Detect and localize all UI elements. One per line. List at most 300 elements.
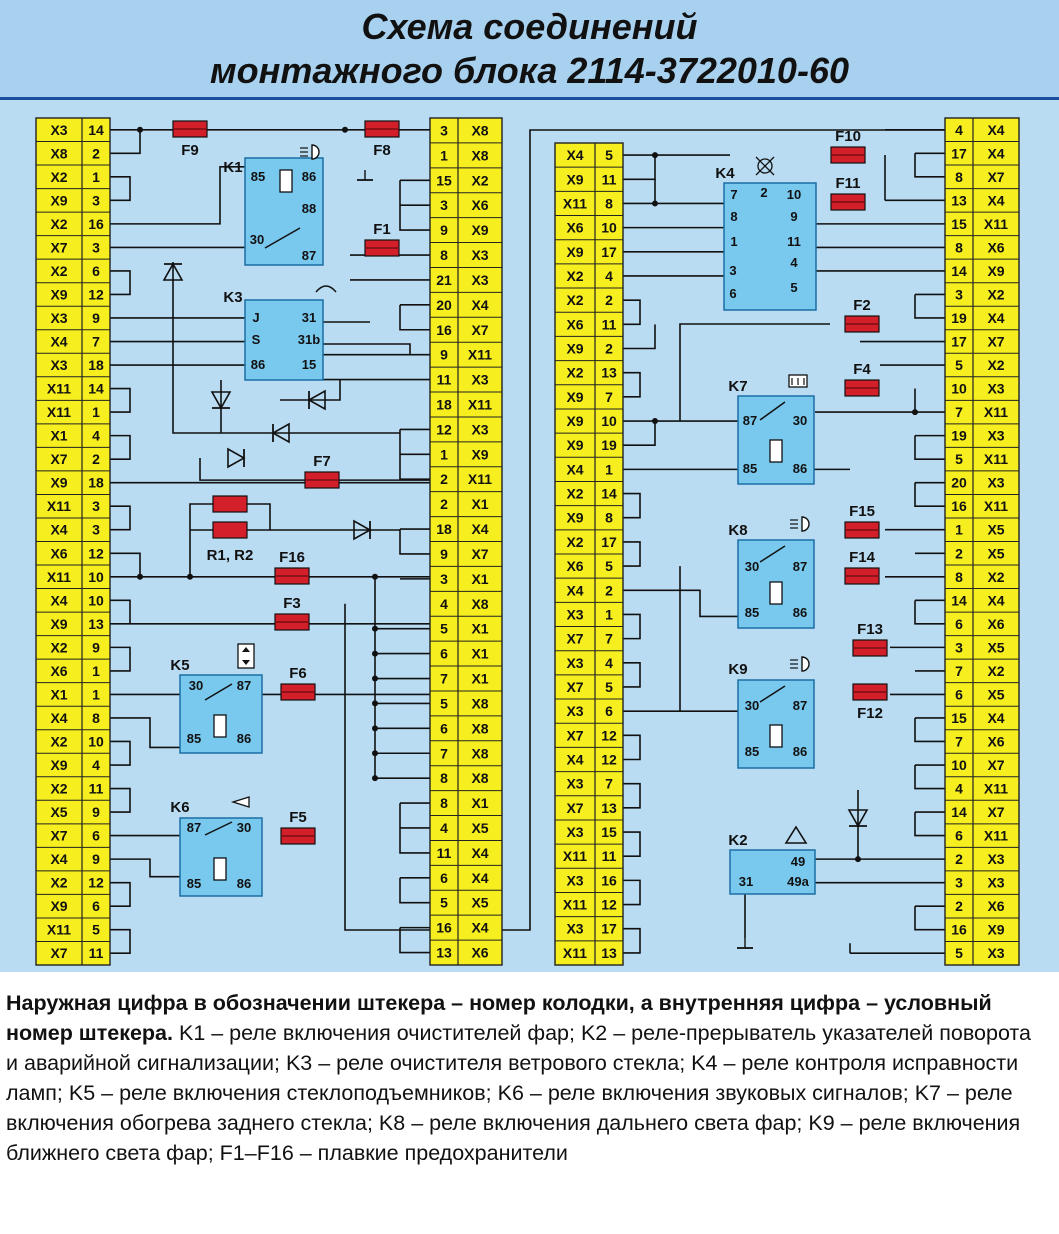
- wire-junction: [342, 127, 348, 133]
- connector-cell-b: 13: [88, 615, 104, 632]
- relay-pin-30: 30: [744, 559, 760, 574]
- relay-coil: [214, 858, 226, 880]
- relay-pin-31: 31: [738, 874, 754, 889]
- fuse-f8: [365, 121, 399, 159]
- connector-cell-b: 11: [601, 848, 617, 865]
- wire: [915, 294, 945, 318]
- connector-cell-a: X2: [566, 292, 584, 309]
- connector-cell-b: X3: [471, 371, 489, 388]
- connector-cell-b: X4: [471, 296, 489, 313]
- connector-cell-b: X6: [471, 944, 489, 961]
- caption-text: K1 – реле включения очистителей фар; K2 – реле-прерыватель указателей поворота и аварийной сигнализации; K3 – реле очистителя ветрового стекла; K4 – реле контроля исправности ламп; K5 – реле включения стеклоподъемников; K6 – реле включения звуковых сигналов; K7 – реле включения обогрева заднего стекла; K8 – реле включения дальнего света фар; K9 – реле включения ближнего света фар; F1–F16 – плавкие предохранители: [6, 1021, 1031, 1165]
- relay-label: K8: [728, 522, 748, 539]
- fuse-label: F7: [313, 453, 331, 470]
- connector-cell-a: X5: [50, 804, 68, 821]
- wire: [623, 663, 640, 687]
- relay-pin-87: 87: [792, 698, 808, 713]
- connector-cell-b: X6: [987, 615, 1005, 632]
- connector-cell-b: X5: [471, 894, 489, 911]
- connector-cell-b: 10: [601, 219, 617, 236]
- connector-cell-b: 4: [92, 757, 100, 774]
- connector-cell-b: X6: [987, 733, 1005, 750]
- wire: [915, 765, 945, 789]
- connector-cell-b: 9: [92, 309, 100, 326]
- connector-cell-b: 2: [605, 340, 613, 357]
- connector-cell-a: 11: [436, 371, 452, 388]
- connector-cell-b: X4: [987, 309, 1005, 326]
- connector-cell-b: X11: [467, 396, 493, 413]
- connector-cell-b: 12: [601, 896, 617, 913]
- connector-cell-b: X2: [471, 172, 489, 189]
- relay-pin-6: 6: [729, 286, 737, 301]
- connector-cell-a: X1: [50, 686, 68, 703]
- connector-cell-a: 7: [955, 662, 963, 679]
- relay-pin-87: 87: [742, 413, 758, 428]
- page-title-line-2: монтажного блока 2114-3722010-60: [210, 50, 849, 91]
- connector-cell-b: X4: [471, 919, 489, 936]
- connector-column-right_inner: [555, 143, 623, 965]
- relay-label: K7: [728, 378, 748, 395]
- relay-pin-85: 85: [744, 744, 760, 759]
- connector-cell-b: 1: [92, 662, 100, 679]
- connector-cell-a: X4: [50, 592, 68, 609]
- fuse-label: F10: [835, 128, 861, 145]
- connector-cell-b: 13: [601, 364, 617, 381]
- connector-cell-a: 6: [440, 869, 448, 886]
- connector-cell-b: X2: [987, 357, 1005, 374]
- high-beam-icon: [790, 517, 809, 531]
- connector-cell-a: X9: [566, 413, 584, 430]
- fuse-label: F1: [373, 221, 391, 238]
- connector-cell-a: 1: [955, 521, 963, 538]
- relay-pin-85: 85: [186, 731, 202, 746]
- connector-cell-a: X3: [566, 703, 584, 720]
- relay-pin-87: 87: [792, 559, 808, 574]
- connector-cell-a: X4: [50, 851, 68, 868]
- connector-cell-b: X3: [987, 427, 1005, 444]
- connector-column-left_outer: [36, 118, 110, 965]
- connector-cell-b: X3: [987, 380, 1005, 397]
- lamp-check-icon: [756, 157, 774, 175]
- fuse-f10: [831, 128, 865, 163]
- connector-cell-a: X3: [566, 654, 584, 671]
- fuse-label: F14: [849, 549, 875, 566]
- connector-cell-b: 16: [601, 872, 617, 889]
- connector-cell-b: X8: [471, 595, 489, 612]
- connector-cell-a: 15: [436, 172, 452, 189]
- connector-cell-a: 3: [440, 570, 448, 587]
- icon-shape: [312, 145, 319, 159]
- connector-cell-a: X11: [46, 380, 72, 397]
- connector-cell-b: 9: [92, 639, 100, 656]
- connector-cell-a: 7: [440, 670, 448, 687]
- relay-pin-31b: 31b: [297, 332, 321, 347]
- fuse-label: F13: [857, 621, 883, 638]
- wire: [915, 718, 945, 742]
- relay-label: K3: [223, 289, 243, 306]
- connector-cell-b: X9: [471, 222, 489, 239]
- relay-pin-86: 86: [301, 169, 317, 184]
- caption-bold: Наружная цифра в обозначении штекера – номер колодки, а внутренняя цифра – условный номер штекера.: [6, 991, 992, 1045]
- connector-cell-a: X1: [50, 427, 68, 444]
- relay-pin-49: 49: [790, 854, 806, 869]
- connector-cell-a: X7: [50, 945, 68, 962]
- connector-cell-b: 10: [88, 592, 104, 609]
- wire: [110, 883, 130, 907]
- icon-shape: [316, 286, 336, 292]
- connector-cell-a: 15: [951, 709, 967, 726]
- fuse-f15: [845, 503, 879, 538]
- connector-cell-a: 4: [955, 780, 963, 797]
- connector-cell-b: X8: [471, 745, 489, 762]
- wire: [623, 542, 640, 566]
- horn-icon: [233, 797, 249, 807]
- fuse-label: F16: [279, 549, 305, 566]
- connector-cell-a: 10: [951, 380, 967, 397]
- relay-pin-15: 15: [301, 357, 317, 372]
- connector-cell-a: X11: [562, 944, 588, 961]
- connector-cell-b: X5: [987, 686, 1005, 703]
- relay-pin-86: 86: [792, 744, 808, 759]
- relay-pin-30: 30: [792, 413, 808, 428]
- wire: [110, 389, 130, 413]
- connector-cell-a: 5: [440, 620, 448, 637]
- connector-cell-b: X4: [987, 592, 1005, 609]
- wire: [400, 878, 430, 903]
- connector-cell-a: X7: [50, 239, 68, 256]
- connector-cell-a: X9: [50, 286, 68, 303]
- wire: [110, 553, 140, 577]
- connector-cell-a: X7: [566, 678, 584, 695]
- wire: [110, 600, 130, 624]
- wire: [623, 784, 640, 808]
- connector-cell-a: 5: [440, 894, 448, 911]
- icon-shape: [786, 827, 806, 843]
- connector-cell-a: 4: [955, 121, 963, 138]
- wire: [110, 436, 130, 460]
- connector-cell-a: X11: [562, 848, 588, 865]
- connector-cell-b: 14: [601, 485, 617, 502]
- connector-cell-b: 13: [601, 944, 617, 961]
- connector-cell-b: X5: [471, 819, 489, 836]
- wire: [110, 859, 185, 877]
- relay-k6: [170, 799, 262, 896]
- connector-cell-b: X4: [987, 192, 1005, 209]
- connector-cell-b: 5: [605, 678, 613, 695]
- connector-cell-b: 5: [605, 147, 613, 164]
- connector-cell-a: X9: [50, 898, 68, 915]
- connector-cell-a: X9: [50, 474, 68, 491]
- relay-coil: [770, 582, 782, 604]
- connector-cell-a: 12: [436, 421, 452, 438]
- wire: [110, 647, 130, 671]
- connector-cell-b: 11: [88, 945, 104, 962]
- relay-pin-85: 85: [250, 169, 266, 184]
- connector-cell-a: 19: [951, 427, 967, 444]
- wire: [280, 380, 340, 400]
- connector-cell-b: 1: [605, 461, 613, 478]
- connector-cell-b: X3: [987, 945, 1005, 962]
- connector-cell-a: X2: [50, 262, 68, 279]
- relay-coil: [770, 725, 782, 747]
- connector-cell-b: 4: [605, 654, 613, 671]
- diode-5: [228, 449, 244, 467]
- connector-cell-a: 6: [440, 720, 448, 737]
- connector-cell-b: X11: [467, 471, 493, 488]
- relay-pin-1: 1: [730, 234, 738, 249]
- connector-cell-b: X4: [987, 121, 1005, 138]
- connector-cell-a: X2: [566, 267, 584, 284]
- connector-cell-a: 6: [955, 686, 963, 703]
- wire: [623, 155, 655, 179]
- connector-cell-b: X5: [987, 639, 1005, 656]
- connector-cell-a: 6: [955, 827, 963, 844]
- connector-cell-b: 12: [88, 545, 104, 562]
- connector-cell-a: 3: [440, 122, 448, 139]
- connector-cell-a: 14: [951, 592, 967, 609]
- connector-cell-a: 4: [440, 819, 448, 836]
- relay-pin-4: 4: [790, 255, 798, 270]
- connector-cell-b: X1: [471, 645, 489, 662]
- connector-cell-b: X1: [471, 670, 489, 687]
- connector-cell-a: X2: [50, 168, 68, 185]
- resistor-r1: [213, 496, 247, 512]
- connector-cell-a: X2: [50, 215, 68, 232]
- window-lift-icon: [238, 644, 254, 668]
- resistor-label: R1, R2: [206, 547, 254, 564]
- connector-cell-b: 1: [92, 168, 100, 185]
- connector-cell-a: 10: [951, 757, 967, 774]
- connector-cell-a: X6: [566, 219, 584, 236]
- connector-cell-b: 2: [605, 292, 613, 309]
- connector-cell-a: 17: [951, 145, 967, 162]
- connector-cell-b: X2: [987, 568, 1005, 585]
- connector-cell-a: 18: [436, 396, 452, 413]
- connector-cell-b: X7: [987, 333, 1005, 350]
- relay-pin-31: 31: [301, 310, 317, 325]
- relay-k4: [715, 165, 816, 310]
- relay-pin-7: 7: [730, 187, 738, 202]
- connector-cell-b: 14: [88, 121, 104, 138]
- connector-cell-b: 5: [92, 921, 100, 938]
- connector-cell-b: 1: [92, 404, 100, 421]
- connector-cell-a: X6: [566, 558, 584, 575]
- connector-cell-a: 18: [436, 521, 452, 538]
- connector-cell-a: 3: [955, 286, 963, 303]
- connector-cell-a: 2: [440, 496, 448, 513]
- connector-cell-b: X9: [987, 262, 1005, 279]
- connector-cell-a: X4: [566, 147, 584, 164]
- relay-coil: [214, 715, 226, 737]
- connector-cell-a: X6: [566, 316, 584, 333]
- fuse-f6: [281, 665, 315, 700]
- connector-cell-a: X3: [50, 121, 68, 138]
- connector-cell-b: X7: [471, 321, 489, 338]
- connector-cell-b: 3: [92, 521, 100, 538]
- fuse-f2: [845, 297, 879, 332]
- connector-cell-a: X3: [566, 606, 584, 623]
- connector-cell-a: X11: [46, 404, 72, 421]
- connector-cell-b: 4: [605, 267, 613, 284]
- connector-cell-a: X2: [50, 780, 68, 797]
- relay-label: K4: [715, 165, 735, 182]
- connector-cell-a: 1: [440, 147, 448, 164]
- caption: [0, 972, 1059, 1234]
- connector-cell-a: X9: [566, 388, 584, 405]
- relay-k9: [728, 661, 814, 768]
- wire: [400, 529, 430, 554]
- wire: [623, 590, 740, 616]
- connector-cell-b: 2: [605, 582, 613, 599]
- connector-cell-a: X4: [50, 333, 68, 350]
- connector-cell-b: 8: [605, 195, 613, 212]
- connector-cell-a: X2: [566, 364, 584, 381]
- connector-cell-b: 11: [88, 780, 104, 797]
- connector-cell-a: X3: [566, 872, 584, 889]
- connector-cell-b: 7: [605, 775, 613, 792]
- relay-pin-8: 8: [730, 209, 738, 224]
- connector-cell-b: X11: [983, 451, 1009, 468]
- connector-cell-a: X6: [50, 662, 68, 679]
- relay-pin-85: 85: [742, 461, 758, 476]
- connector-cell-a: 9: [440, 545, 448, 562]
- connector-cell-a: X11: [46, 921, 72, 938]
- fuse-f1: [365, 221, 399, 256]
- connector-cell-a: 7: [955, 404, 963, 421]
- connector-cell-b: 6: [92, 898, 100, 915]
- connector-cell-a: 9: [440, 346, 448, 363]
- connector-cell-b: X1: [471, 570, 489, 587]
- fuse-f5: [281, 809, 315, 844]
- connector-cell-a: 4: [440, 595, 448, 612]
- wire: [623, 300, 640, 324]
- connector-cell-b: X1: [471, 620, 489, 637]
- connector-cell-b: 6: [605, 703, 613, 720]
- page-title-line-1: Схема соединений: [361, 6, 698, 47]
- relay-pin-J: J: [252, 310, 260, 325]
- connector-cell-b: X9: [987, 921, 1005, 938]
- relay-label: K5: [170, 657, 190, 674]
- relay-pin-86: 86: [236, 731, 252, 746]
- connector-cell-b: X2: [987, 662, 1005, 679]
- fuse-f12: [853, 684, 887, 722]
- wire: [110, 930, 130, 954]
- connector-cell-b: X9: [471, 446, 489, 463]
- relay-pin-30: 30: [249, 232, 265, 247]
- connector-cell-a: 3: [440, 197, 448, 214]
- fuse-f14: [845, 549, 879, 584]
- fuse-f7: [305, 453, 339, 488]
- relay-pin-85: 85: [186, 876, 202, 891]
- connector-cell-b: 5: [605, 558, 613, 575]
- connector-cell-a: 1: [440, 446, 448, 463]
- connector-cell-b: X11: [983, 780, 1009, 797]
- connector-cell-a: 8: [440, 795, 448, 812]
- connector-cell-b: X7: [987, 168, 1005, 185]
- connector-cell-b: 17: [601, 533, 617, 550]
- connector-cell-a: 7: [955, 733, 963, 750]
- connector-cell-a: X11: [46, 568, 72, 585]
- connector-cell-a: 3: [955, 874, 963, 891]
- fuse-label: F8: [373, 142, 391, 159]
- connector-cell-a: X9: [566, 171, 584, 188]
- connector-cell-b: 6: [92, 262, 100, 279]
- connector-cell-a: X11: [562, 896, 588, 913]
- connector-cell-a: X11: [46, 498, 72, 515]
- fuse-label: F11: [835, 175, 861, 192]
- relay-pin-S: S: [251, 332, 261, 347]
- connector-cell-b: X4: [471, 869, 489, 886]
- connector-cell-b: 17: [601, 243, 617, 260]
- relay-k2: [728, 832, 815, 894]
- hazard-triangle-icon: [786, 827, 806, 843]
- connector-cell-a: X7: [566, 630, 584, 647]
- connector-cell-a: X3: [50, 357, 68, 374]
- wire: [623, 832, 640, 856]
- wire: [623, 880, 640, 904]
- fuse-label: F9: [181, 142, 199, 159]
- connector-cell-b: 7: [605, 388, 613, 405]
- connector-cell-b: 2: [92, 145, 100, 162]
- connector-cell-b: X7: [987, 757, 1005, 774]
- connector-cell-a: X2: [50, 874, 68, 891]
- connector-cell-a: X8: [50, 145, 68, 162]
- connector-cell-a: X3: [566, 824, 584, 841]
- connector-cell-b: 15: [601, 824, 617, 841]
- relay-pin-2: 2: [760, 185, 768, 200]
- connector-cell-a: 2: [955, 898, 963, 915]
- connector-cell-a: X2: [566, 485, 584, 502]
- connector-cell-a: 16: [436, 321, 452, 338]
- fuse-f9: [173, 121, 207, 159]
- wire: [623, 929, 640, 953]
- connector-cell-b: 8: [92, 709, 100, 726]
- fuse-label: F6: [289, 665, 307, 682]
- connector-cell-a: 3: [955, 639, 963, 656]
- resistor-r2: [213, 522, 247, 538]
- connector-cell-b: X3: [987, 851, 1005, 868]
- connector-cell-a: X4: [566, 461, 584, 478]
- wire: [110, 741, 130, 765]
- wire: [915, 600, 945, 624]
- relay-pin-86: 86: [236, 876, 252, 891]
- connector-cell-b: X7: [471, 545, 489, 562]
- connector-cell-b: X8: [471, 720, 489, 737]
- connector-cell-a: X4: [566, 582, 584, 599]
- connector-cell-b: 7: [605, 630, 613, 647]
- relay-label: K2: [728, 832, 748, 849]
- connector-cell-a: X6: [50, 545, 68, 562]
- relay-pin-30: 30: [744, 698, 760, 713]
- connector-cell-b: X3: [471, 271, 489, 288]
- connector-cell-b: X3: [987, 874, 1005, 891]
- connector-cell-b: 13: [601, 799, 617, 816]
- connector-cell-b: X4: [471, 521, 489, 538]
- connector-cell-b: 7: [92, 333, 100, 350]
- connector-cell-b: 19: [601, 437, 617, 454]
- relay-pin-86: 86: [792, 605, 808, 620]
- relay-k5: [170, 657, 262, 753]
- connector-cell-a: 5: [955, 451, 963, 468]
- connector-cell-a: X4: [50, 521, 68, 538]
- connector-cell-b: 4: [92, 427, 100, 444]
- wire: [915, 153, 945, 177]
- connector-cell-a: X2: [566, 533, 584, 550]
- connector-cell-a: 5: [440, 695, 448, 712]
- fuse-label: F12: [857, 705, 883, 722]
- connector-cell-b: X3: [987, 474, 1005, 491]
- connector-cell-a: X4: [566, 751, 584, 768]
